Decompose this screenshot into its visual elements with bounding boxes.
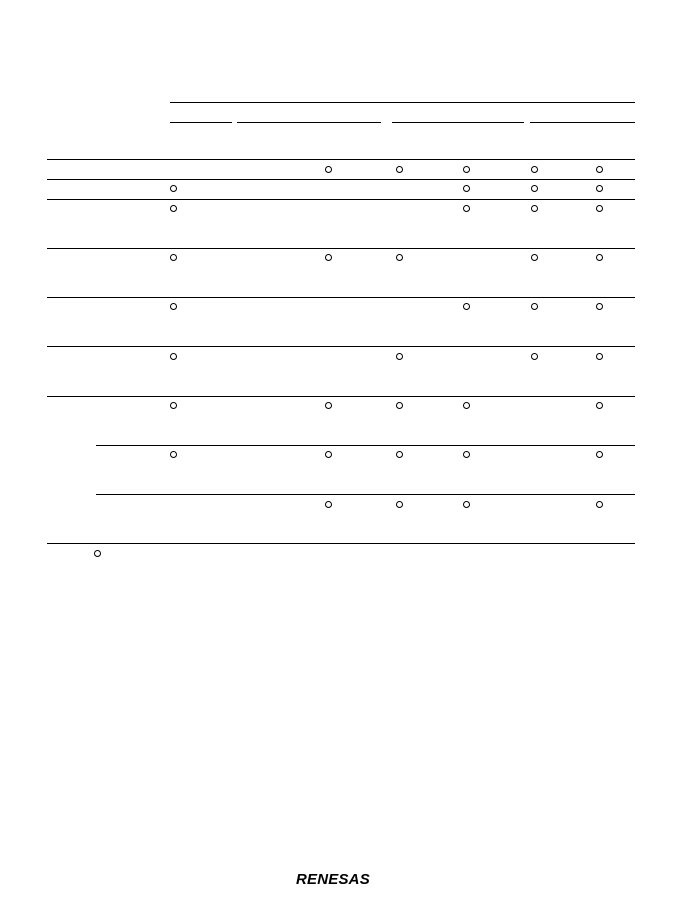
support-circle-icon [396,501,403,508]
header-subgroup-rule-2 [237,122,381,123]
support-circle-icon [396,166,403,173]
support-circle-icon [596,353,603,360]
header-subgroup-rule-1 [170,122,232,123]
table-top-rule [47,159,635,160]
row-rule [47,346,635,347]
support-circle-icon [325,254,332,261]
support-circle-icon [463,303,470,310]
support-circle-icon [531,185,538,192]
support-circle-icon [596,205,603,212]
support-circle-icon [325,166,332,173]
header-subgroup-rule-4 [530,122,635,123]
support-circle-icon [170,402,177,409]
support-circle-icon [325,451,332,458]
support-circle-icon [596,451,603,458]
support-circle-icon [596,185,603,192]
row-rule [47,248,635,249]
support-circle-icon [170,353,177,360]
support-circle-icon [170,254,177,261]
support-circle-icon [396,402,403,409]
logo-text: RENESAS [296,871,370,888]
support-circle-icon [325,402,332,409]
support-circle-icon [596,303,603,310]
support-circle-icon [170,451,177,458]
support-circle-icon [531,205,538,212]
support-circle-icon [325,501,332,508]
support-circle-icon [596,402,603,409]
legend-circle-icon [94,550,101,557]
support-circle-icon [463,185,470,192]
header-group-rule [170,102,635,103]
support-circle-icon [170,303,177,310]
support-circle-icon [596,166,603,173]
row-rule [47,396,635,397]
support-circle-icon [531,254,538,261]
support-circle-icon [463,205,470,212]
support-circle-icon [531,353,538,360]
support-circle-icon [463,166,470,173]
support-circle-icon [170,185,177,192]
support-circle-icon [531,303,538,310]
support-circle-icon [463,451,470,458]
support-circle-icon [596,254,603,261]
support-circle-icon [463,402,470,409]
row-rule [47,179,635,180]
renesas-logo [296,873,370,887]
support-circle-icon [396,451,403,458]
sub-row-rule [96,494,635,495]
sub-row-rule [96,445,635,446]
row-rule [47,199,635,200]
support-circle-icon [463,501,470,508]
table-bottom-rule [47,543,635,544]
support-circle-icon [531,166,538,173]
support-circle-icon [396,353,403,360]
row-rule [47,297,635,298]
header-subgroup-rule-3 [392,122,524,123]
support-circle-icon [396,254,403,261]
support-circle-icon [170,205,177,212]
support-circle-icon [596,501,603,508]
